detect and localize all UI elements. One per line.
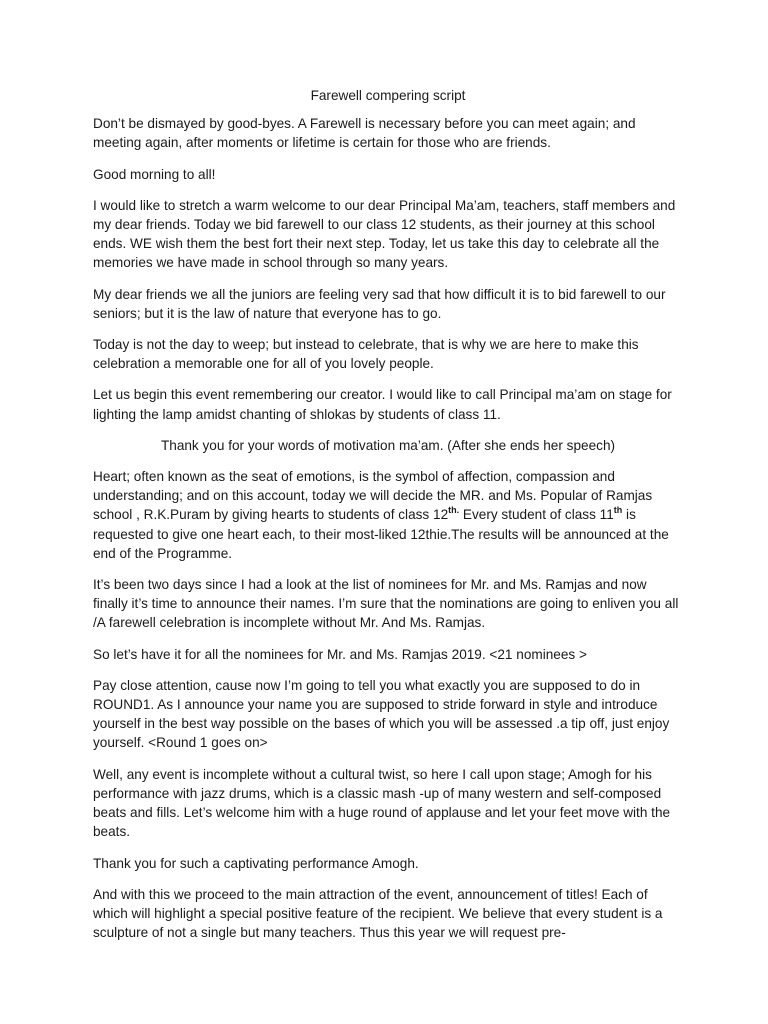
paragraph-lamp-lighting: Let us begin this event remembering our creator. I would like to call Principal ma’am on stage for lighting the lamp amidst chanting of shlokas by students of class 11. [93,387,672,422]
hearts-superscript-1: th. [448,504,460,515]
paragraph-intro-quote: Don’t be dismayed by good-byes. A Farewell is necessary before you can meet again; and meeting again, after moments or lifetime is certain for those who are friends. [93,116,636,151]
hearts-text-1: Heart; often known as the seat of emotions, is the symbol of affection, compassion and understanding; and on this account, today we will decide the MR. and Ms. Popular of Ramjas school , R.K.Puram by giving hearts to students of class 12 [93,469,653,523]
paragraph-juniors: My dear friends we all the juniors are feeling very sad that how difficult it is to bid farewell to our seniors; but it is the law of nature that everyone has to go. [93,286,666,321]
paragraph-round-one: Pay close attention, cause now I’m going to tell you what exactly you are supposed to do in ROUND1. As I announce your name you are supposed to stride forward in style and introduce yourself in the best way possible on the bases of which you will be assessed .a tip off, just enjoy yourself. <Round 1 goes on> [93,677,670,751]
paragraph-hearts [93,467,683,563]
paragraph-performance: Well, any event is incomplete without a cultural twist, so here I call upon stage; Amogh for his performance with jazz drums, which is a classic mash -up of many western and self-composed beats and fills. Let’s welcome him with a huge round of applause and let your feet move with the beats. [93,766,671,840]
paragraph-titles: And with this we proceed to the main attraction of the event, announcement of titles! Each of which will highlight a special positive feature of the recipient. We believe that every student is a sculpture of not a single but many teachers. Thus this year we will request pre- [93,886,663,941]
hearts-text-3: is requested to give one heart each, to their most-liked 12thie.The results will be announced at the end of the Programme. [93,507,669,561]
hearts-superscript-2: th [613,504,623,515]
paragraph-greeting: Good morning to all! [93,166,216,182]
paragraph-nominees-call: So let’s have it for all the nominees for Mr. and Ms. Ramjas 2019. <21 nominees > [93,646,587,662]
document-title: Farewell compering script [310,88,466,103]
hearts-text-2: Every student of class 11 [459,507,614,523]
paragraph-thanks-performance: Thank you for such a captivating performance Amogh. [93,855,419,871]
document-page [93,86,683,954]
paragraph-thanks-principal: Thank you for your words of motivation ma’am. (After she ends her speech) [160,437,616,453]
paragraph-nominees-intro: It’s been two days since I had a look at the list of nominees for Mr. and Ms. Ramjas and now finally it’s time to announce their names. I’m sure that the nominations are going to enliven you all /A farewell celebration is incomplete without Mr. And Ms. Ramjas. [93,577,679,631]
paragraph-celebrate: Today is not the day to weep; but instead to celebrate, that is why we are here to make this celebration a memorable one for all of you lovely people. [93,337,639,372]
paragraph-welcome: I would like to stretch a warm welcome to our dear Principal Ma’am, teachers, staff members and my dear friends. Today we bid farewell to our class 12 students, as their journey at this school ends. WE wish them the best fort their next step. Today, let us take this day to celebrate all the memories we have made in school through so many years. [93,197,676,271]
